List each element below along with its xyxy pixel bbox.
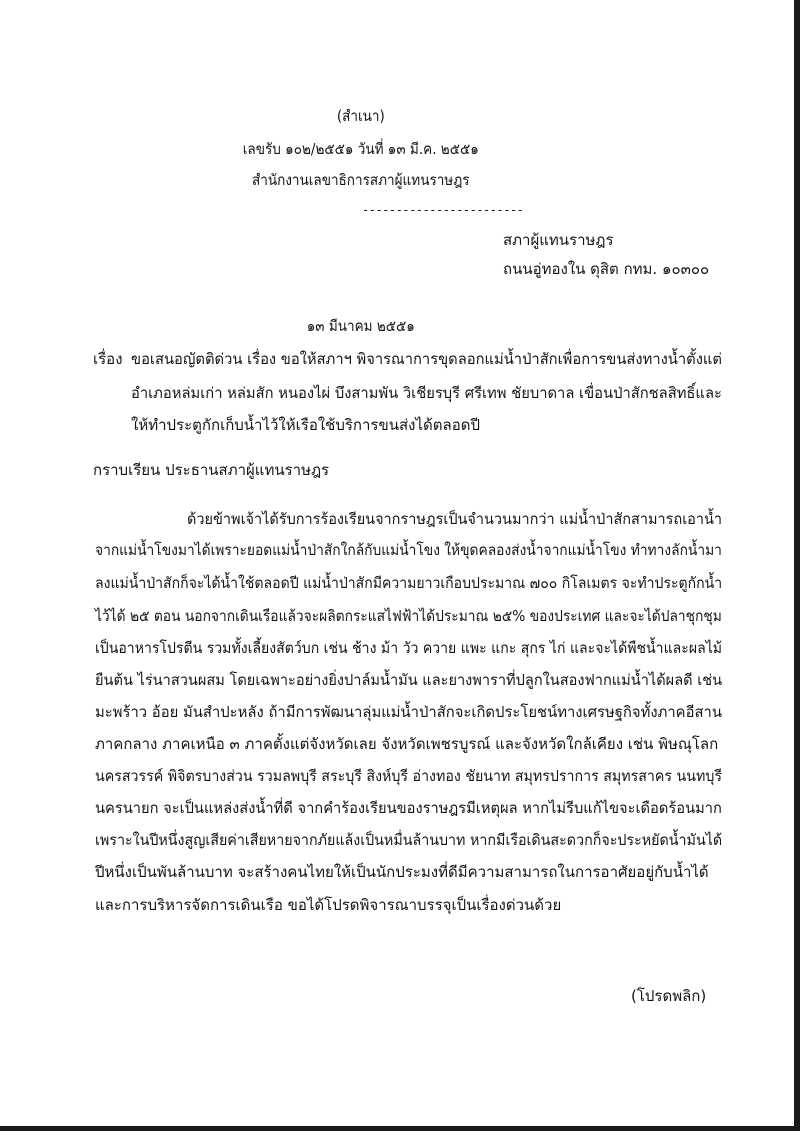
copy-mark: (สำเนา) [336, 107, 385, 125]
receipt-line: เลขรับ ๑๐๒/๒๕๕๑ วันที่ ๑๓ มี.ค. ๒๕๕๑ [242, 140, 479, 158]
letter-date: ๑๓ มีนาคม ๒๕๕๑ [306, 317, 415, 335]
subject-line-2: อำเภอหล่มเก่า หล่มสัก หนองไผ่ บึงสามพัน วิเชียรบุรี ศรีเทพ ชัยบาดาล เขื่อนป่าสักชลสิทธิ์และ [131, 384, 722, 402]
subject-label: เรื่อง [93, 350, 123, 368]
address-line-2: ถนนอู่ทองใน ดุสิต กทม. ๑๐๓๐๐ [503, 260, 710, 278]
body-line: ปีหนึ่งเป็นพันล้านบาท จะสร้างคนไทยให้เป็นนักประมงที่ดีมีความสามารถในการอาศัยอยู่กับน้ำได้ [95, 863, 709, 881]
header-divider: ------------------------ [362, 203, 524, 217]
body-line: ภาคกลาง ภาคเหนือ ๓ ภาคตั้งแต่จังหวัดเลย จังหวัดเพชรบูรณ์ และจังหวัดใกล้เคียง เช่น พิษณุโลก [95, 735, 719, 753]
body-line: นครนายก จะเป็นแหล่งส่งน้ำที่ดี จากคำร้องเรียนของราษฎรมีเหตุผล หากไม่รีบแก้ไขจะเดือดร้อนมาก [95, 799, 722, 817]
salutation: กราบเรียน ประธานสภาผู้แทนราษฎร [93, 461, 330, 479]
body-line: ด้วยข้าพเจ้าได้รับการร้องเรียนจากราษฎรเป็นจำนวนมากว่า แม่น้ำป่าสักสามารถเอาน้ำ [187, 510, 723, 528]
subject-line-1: ขอเสนอญัตติด่วน เรื่อง ขอให้สภาฯ พิจารณาการขุดลอกแม่น้ำป่าสักเพื่อการขนส่งทางน้ำตั้งแต่ [131, 350, 722, 368]
office-name: สำนักงานเลขาธิการสภาผู้แทนราษฎร [252, 171, 470, 189]
scan-edge-right [794, 0, 800, 1131]
body-line: จากแม่น้ำโขงมาได้เพราะยอดแม่น้ำป่าสักใกล้กับแม่น้ำโขง ให้ขุดคลองส่งน้ำจากแม่น้ำโขง ทำทางลักน้ำมา [95, 541, 722, 559]
address-line-1: สภาผู้แทนราษฎร [503, 231, 614, 249]
subject-line-3: ให้ทำประตูกักเก็บน้ำไว้ให้เรือใช้บริการขนส่งได้ตลอดปี [131, 416, 480, 434]
turn-over-note: (โปรดพลิก) [631, 987, 707, 1005]
body-line: ไว้ได้ ๒๕ ตอน นอกจากเดินเรือแล้วจะผลิตกระแสไฟฟ้าได้ประมาณ ๒๕% ของประเทศ และจะได้ปลาชุกชุม [95, 607, 722, 625]
body-line: นครสวรรค์ พิจิตรบางส่วน รวมลพบุรี สระบุรี สิงห์บุรี อ่างทอง ชัยนาท สมุทรปราการ สมุทรสาคร นนทบุรี [95, 767, 722, 785]
body-line: เพราะในปีหนึ่งสูญเสียค่าเสียหายจากภัยแล้งเป็นหมื่นล้านบาท หากมีเรือเดินสะดวกก็จะประหยัดน้ำมันได้ [95, 831, 723, 849]
body-line: เป็นอาหารโปรตีน รวมทั้งเลี้ยงสัตว์บก เช่น ช้าง ม้า วัว ควาย แพะ แกะ สุกร ไก่ และจะได้พืชน้ำและผลไม้ [95, 639, 723, 657]
body-line: และการบริหารจัดการเดินเรือ ขอได้โปรดพิจารณาบรรจุเป็นเรื่องด่วนด้วย [95, 896, 562, 914]
body-line: มะพร้าว อ้อย มันสำปะหลัง ถ้ามีการพัฒนาลุ่มแม่น้ำป่าสักจะเกิดประโยชน์ทางเศรษฐกิจทั้งภาคอีสาน [95, 703, 722, 721]
scan-edge-bottom [0, 1126, 800, 1131]
body-line: ลงแม่น้ำป่าสักก็จะได้น้ำใช้ตลอดปี แม่น้ำป่าสักมีความยาวเกือบประมาณ ๗๐๐ กิโลเมตร จะทำประตูกักน้ำ [95, 574, 723, 592]
body-line: ยืนต้น ไร่นาสวนผสม โดยเฉพาะอย่างยิ่งปาล์มน้ำมัน และยางพาราที่ปลูกในสองฟากแม่น้ำได้ผลดี เช่น [95, 671, 723, 689]
